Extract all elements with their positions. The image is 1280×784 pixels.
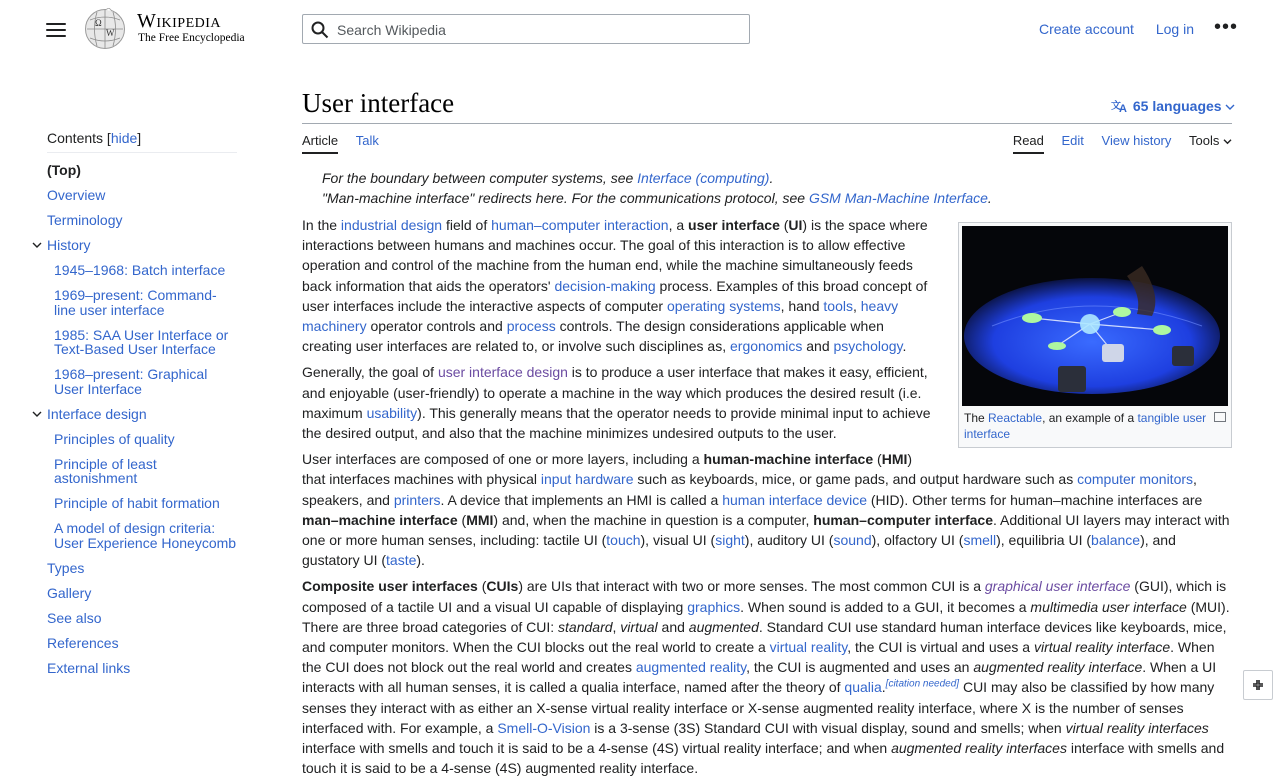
view-tabs: [999, 133, 1232, 154]
link[interactable]: process: [506, 318, 556, 335]
chevron-down-icon: [1223, 138, 1232, 145]
tab-edit[interactable]: Edit: [1061, 133, 1084, 148]
paragraph: User interfaces are composed of one or more layers, including a human-machine interface (HMI) that interfaces machines with physical input hardware such as keyboards, mice, or game pads, and output hardware such as computer monitors, speakers, and printers. A device that implements an HMI is called a human interface device (HID). Other terms for human–machine interfaces are man–machine interface (MMI) and, when the machine in question is a computer, human–computer interface. Additional UI layers may interact with one or more human senses, including: tactile UI (touch), visual UI (sight), auditory UI (sound), olfactory UI (smell), equilibria UI (balance), and gustatory UI (taste).: [302, 451, 1230, 569]
link[interactable]: input hardware: [540, 471, 634, 488]
chevron-down-icon[interactable]: [32, 241, 42, 249]
link[interactable]: sight: [715, 532, 745, 549]
hatnote-link-gsm[interactable]: GSM Man-Machine Interface: [808, 190, 988, 206]
hatnote: For the boundary between computer systems, see Interface (computing).: [322, 170, 774, 186]
tab-view-history[interactable]: View history: [1101, 133, 1172, 148]
toc-item-types[interactable]: Types: [47, 559, 85, 576]
paragraph: Composite user interfaces (CUIs) are UIs that interact with two or more senses. The most common CUI is a graphical user interface (GUI), which is composed of a tactile UI and a visual UI capable of displaying graphics. When sound is added to a GUI, it becomes a multimedia user interface (MUI). There are three broad categories of CUI: standard, virtual and augmented. Standard CUI use standard human interface devices like keyboards, mice, and computer monitors. When the CUI blocks out the real world to create a virtual reality, the CUI is virtual and uses a virtual reality interface. When the CUI does not block out the real world and creates augmented reality, the CUI is augmented and uses an augmented reality interface. When a UI interacts with all human senses, it is called a qualia interface, named after the theory of qualia.[citation needed] CUI may also be classified by how many senses they interact with as either an X-sense virtual reality interface or X-sense augmented reality interface, where X is the number of senses interfaced with. For example, a Smell-O-Vision is a 3-sense (3S) Standard CUI with visual display, sound and smells; when virtual reality interfaces interface with smells and touch it is said to be a 4-sense (4S) virtual reality interface; and when augmented reality interfaces interface with smells and touch it is said to be a 4-sense (4S) augmented reality interface.: [302, 578, 1230, 777]
wordmark-title: Wikipedia: [137, 10, 222, 32]
link[interactable]: computer monitors: [1077, 471, 1194, 488]
link-tangible-ui[interactable]: tangible user interface: [964, 411, 1207, 441]
toc-item-saa[interactable]: 1985: SAA User Interface or Text-Based User Interface: [54, 326, 229, 357]
link-reactable[interactable]: Reactable: [988, 411, 1043, 425]
toc-item-gui[interactable]: 1968–present: Graphical User Interface: [54, 366, 208, 397]
link[interactable]: touch: [606, 532, 641, 549]
reactable-image[interactable]: [962, 226, 1228, 406]
link[interactable]: operating systems: [666, 297, 781, 314]
wikipedia-globe-logo[interactable]: [82, 8, 128, 50]
toc-item-principles-quality[interactable]: Principles of quality: [54, 430, 175, 447]
link[interactable]: balance: [1091, 532, 1141, 549]
toc-title: Contents: [47, 130, 104, 146]
tab-talk[interactable]: Talk: [355, 133, 379, 148]
table-of-contents: [47, 130, 237, 686]
hatnote: "Man-machine interface" redirects here. For the communications protocol, see GSM Man-Machine Interface.: [322, 190, 992, 206]
link[interactable]: smell: [963, 532, 997, 549]
chevron-down-icon: [1225, 103, 1235, 111]
link[interactable]: qualia: [844, 679, 882, 696]
toc-item-terminology[interactable]: Terminology: [47, 212, 123, 228]
link[interactable]: human interface device: [722, 491, 867, 508]
toc-item-habit-formation[interactable]: Principle of habit formation: [54, 495, 220, 511]
tab-read[interactable]: Read: [1013, 133, 1044, 154]
toc-item-overview[interactable]: Overview: [47, 187, 106, 203]
link[interactable]: decision-making: [554, 277, 656, 294]
toc-section-history: [47, 238, 237, 253]
link[interactable]: usability: [366, 404, 418, 421]
link[interactable]: psychology: [833, 338, 903, 355]
link[interactable]: augmented reality: [635, 659, 747, 676]
hamburger-icon: [46, 23, 66, 25]
toc-item-gallery[interactable]: Gallery: [47, 584, 92, 601]
collapse-toggle-button[interactable]: [1243, 670, 1273, 700]
toc-hide-button[interactable]: hide: [110, 130, 138, 146]
toc-item-batch-interface[interactable]: 1945–1968: Batch interface: [54, 262, 226, 278]
link[interactable]: industrial design: [340, 217, 443, 233]
page-title: User interface: [302, 88, 455, 118]
article-body: [302, 215, 1232, 784]
toc-header: Contents [hide]: [47, 130, 237, 153]
main-menu-button[interactable]: [46, 20, 66, 38]
translate-icon: [1111, 99, 1129, 113]
toc-item-honeycomb[interactable]: A model of design criteria: User Experience Honeycomb: [54, 520, 237, 551]
link[interactable]: tools: [823, 297, 853, 314]
wordmark-tagline: The Free Encyclopedia: [138, 32, 245, 44]
svg-text:Ω: Ω: [95, 18, 102, 28]
enlarge-icon[interactable]: [1214, 412, 1226, 422]
figure-caption: The Reactable, an example of a tangible user interface: [962, 406, 1228, 444]
link[interactable]: virtual reality: [769, 639, 848, 656]
figure-reactable: [958, 222, 1232, 448]
namespace-tabs: [302, 133, 393, 154]
svg-text:A: A: [1119, 103, 1127, 113]
tools-label: Tools: [1189, 133, 1220, 148]
toc-item-references[interactable]: References: [47, 634, 119, 651]
search-box[interactable]: [302, 14, 750, 44]
personal-tools: [1021, 21, 1194, 37]
toc-item-interface-design[interactable]: Interface design: [47, 405, 147, 422]
toc-item-see-also[interactable]: See also: [47, 609, 102, 626]
toc-item-command-line[interactable]: 1969–present: Command-line user interface: [54, 287, 217, 318]
collapse-icon: [1244, 671, 1272, 699]
ellipsis-icon[interactable]: •••: [1214, 16, 1239, 38]
toc-item-top[interactable]: (Top): [47, 162, 81, 178]
citation-needed-link[interactable]: [citation needed]: [885, 678, 960, 690]
language-count: 65 languages: [1132, 98, 1222, 114]
paragraph: Generally, the goal of user interface design is to produce a user interface that makes it easy, efficient, and enjoyable (user-friendly) to operate a machine in the way which produces the desired result (i.e. maximum usability). This generally means that the operator needs to provide minimal input to achieve the desired output, and also that the machine minimizes undesired outputs to the user.: [302, 364, 931, 442]
search-input[interactable]: [335, 19, 739, 41]
toc-section-interface-design: [47, 407, 237, 422]
link[interactable]: ergonomics: [730, 338, 803, 355]
link[interactable]: taste: [386, 552, 417, 569]
link[interactable]: graphical user interface: [984, 578, 1131, 595]
link[interactable]: human–computer interaction: [491, 217, 669, 233]
paragraph: In the industrial design field of human–computer interaction, a user interface (UI) is the space where interactions between humans and machines occur. The goal of this interaction is to allow effective operation and control of the machine from the human end, while the machine simultaneously feeds back information that aids the operators' decision-making process. Examples of this broad concept of user interfaces include the interactive aspects of computer operating systems, hand tools, heavy machinery operator controls and process controls. The design considerations applicable when creating user interfaces are related to, or involve such disciplines as, ergonomics and psychology.: [302, 217, 928, 355]
hatnote-link-interface-computing[interactable]: Interface (computing): [637, 170, 770, 186]
link[interactable]: heavy machinery: [302, 297, 899, 335]
search-icon: [311, 21, 329, 39]
log-in-link[interactable]: Log in: [1155, 21, 1194, 37]
toc-item-external-links[interactable]: External links: [47, 659, 131, 676]
link[interactable]: user interface design: [437, 364, 568, 381]
link[interactable]: sound: [833, 532, 872, 549]
tab-article[interactable]: Article: [302, 133, 338, 154]
svg-text:文: 文: [1111, 101, 1121, 112]
toc-item-least-astonishment[interactable]: Principle of least astonishment: [54, 455, 157, 486]
wikipedia-wordmark[interactable]: [137, 10, 245, 45]
tools-menu[interactable]: [1189, 133, 1232, 152]
chevron-down-icon[interactable]: [32, 410, 42, 418]
create-account-link[interactable]: Create account: [1039, 21, 1134, 37]
link[interactable]: graphics: [687, 598, 741, 615]
language-button[interactable]: [1111, 98, 1235, 114]
svg-text:W: W: [106, 28, 115, 38]
link[interactable]: Smell-O-Vision: [497, 719, 591, 736]
toc-item-history[interactable]: History: [47, 237, 91, 253]
title-divider: [302, 123, 1232, 124]
link[interactable]: printers: [393, 491, 441, 508]
